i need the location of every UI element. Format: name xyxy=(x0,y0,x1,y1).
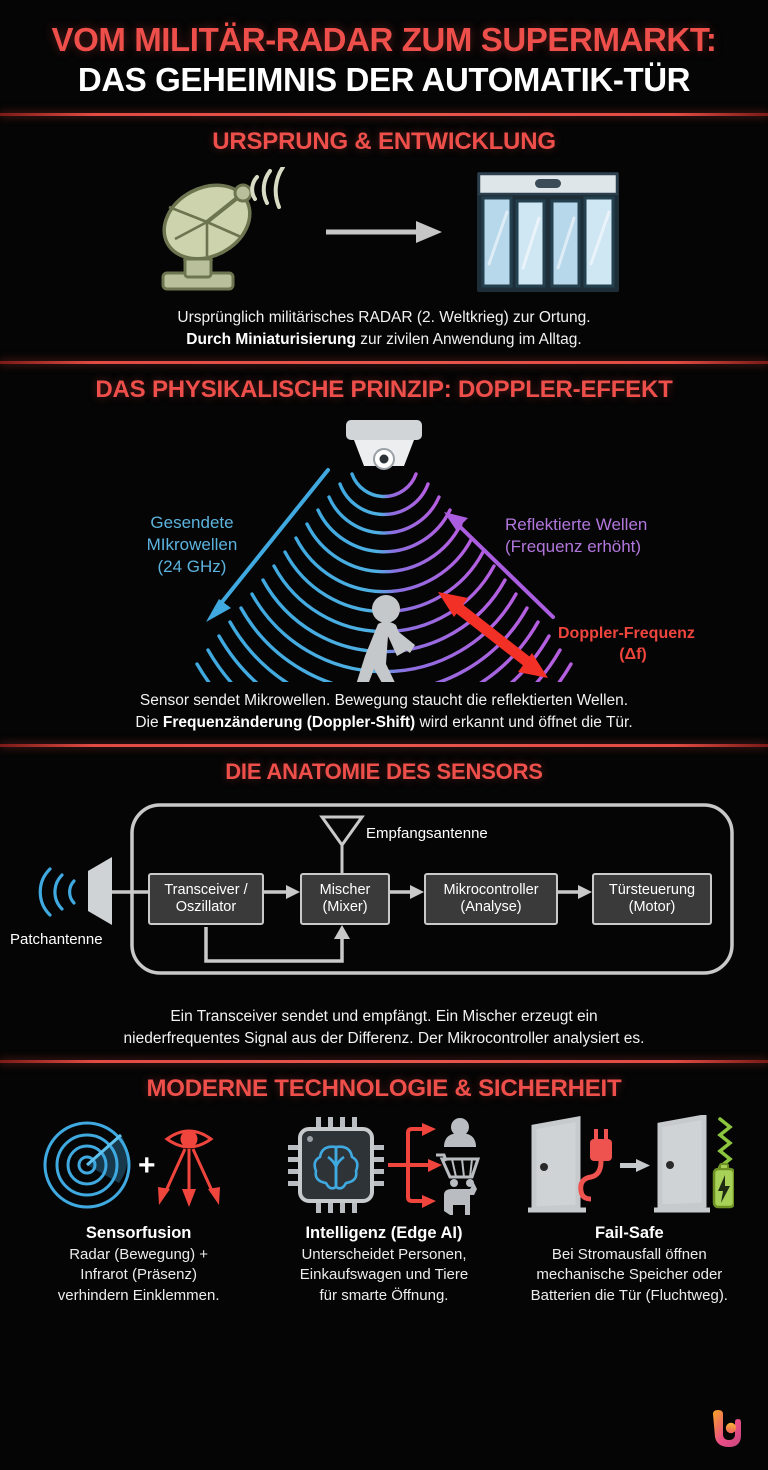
label-reflected-waves xyxy=(505,514,705,558)
card-failsafe-line2: mechanische Speicher oder xyxy=(536,1266,723,1284)
section-anatomy xyxy=(0,747,768,1060)
card-failsafe xyxy=(507,1115,752,1306)
block-transceiver xyxy=(148,873,264,925)
label-doppler-line1: Doppler-Frequenz xyxy=(558,625,695,643)
card-sensorfusion-line1: Radar (Bewegung) + xyxy=(69,1246,209,1264)
card-failsafe-text xyxy=(513,1245,746,1306)
ceiling-sensor-icon xyxy=(346,420,422,469)
block-mixer xyxy=(300,873,390,925)
block-mixer-line2: (Mixer) xyxy=(322,899,368,916)
section-origin-heading: URSPRUNG & ENTWICKLUNG xyxy=(212,128,556,156)
card-sensorfusion-text xyxy=(22,1245,255,1306)
card-edge-ai-text xyxy=(267,1245,500,1306)
label-emitted-line1: Gesendete xyxy=(150,513,234,533)
block-microcontroller xyxy=(424,873,558,925)
right-arrow-icon xyxy=(324,218,444,246)
card-sensorfusion-line3: verhindern Einklemmen. xyxy=(57,1286,220,1304)
doppler-caption-post: wird erkannt und öffnet die Tür. xyxy=(415,714,633,732)
block-transceiver-line1: Transceiver / xyxy=(164,881,248,898)
radar-plus-infrared-icon xyxy=(39,1117,239,1213)
title-line-1: VOM MILITÄR-RADAR ZUM SUPERMARKT: xyxy=(51,21,717,58)
label-reflected-line1: Reflektierte Wellen xyxy=(505,515,648,535)
doppler-caption-line1: Sensor sendet Mikrowellen. Bewegung staucht die reflektierten Wellen. xyxy=(139,692,629,710)
section-origin xyxy=(0,116,768,361)
card-edge-ai-line1: Unterscheidet Personen, xyxy=(301,1246,467,1264)
anatomy-caption xyxy=(0,1006,768,1050)
origin-caption-rest: zur zivilen Anwendung im Alltag. xyxy=(355,331,582,349)
card-edge-ai-line3: für smarte Öffnung. xyxy=(319,1286,449,1304)
label-doppler-line2: (Δf) xyxy=(619,646,647,664)
satellite-dish-icon xyxy=(145,167,295,297)
label-doppler-frequency xyxy=(558,624,748,666)
block-door-control-line2: (Motor) xyxy=(628,899,676,916)
card-failsafe-line1: Bei Stromausfall öffnen xyxy=(551,1246,707,1264)
section-doppler-heading: DAS PHYSIKALISCHE PRINZIP: DOPPLER-EFFEKT xyxy=(95,376,673,404)
section-modern-heading: MODERNE TECHNOLOGIE & SICHERHEIT xyxy=(146,1075,622,1103)
card-sensorfusion-line2: Infrarot (Präsenz) xyxy=(80,1266,197,1284)
card-sensorfusion-title: Sensorfusion xyxy=(85,1224,192,1243)
block-transceiver-line2: Oszillator xyxy=(175,899,237,916)
card-sensorfusion xyxy=(16,1115,261,1306)
card-failsafe-icon-wrap xyxy=(513,1115,746,1215)
card-failsafe-title: Fail-Safe xyxy=(594,1224,664,1243)
svg-text:+: + xyxy=(137,1149,156,1183)
modern-cards xyxy=(0,1111,768,1306)
card-sensorfusion-icon-wrap xyxy=(22,1115,255,1215)
origin-arrow-wrap xyxy=(319,218,449,246)
section-anatomy-heading: DIE ANATOMIE DES SENSORS xyxy=(225,759,543,785)
failsafe-door-battery-icon xyxy=(524,1115,734,1215)
automatic-sliding-door-icon xyxy=(473,168,623,296)
doppler-illustration xyxy=(0,412,768,682)
block-door-control-line1: Türsteuerung xyxy=(608,881,696,898)
origin-illustration-row xyxy=(0,164,768,299)
brand-logo-u-icon xyxy=(708,1410,742,1448)
block-microcontroller-line2: (Analyse) xyxy=(460,899,522,916)
anatomy-caption-line1: Ein Transceiver sendet und empfängt. Ein Mischer erzeugt ein xyxy=(170,1008,598,1026)
label-reflected-line2: (Frequenz erhöht) xyxy=(505,537,642,557)
block-mixer-line1: Mischer xyxy=(319,881,371,898)
card-edge-ai xyxy=(261,1115,506,1306)
label-emitted-waves xyxy=(122,512,262,578)
anatomy-caption-line2: niederfrequentes Signal aus der Differenz. Der Mikrocontroller analysiert es. xyxy=(123,1030,645,1048)
card-edge-ai-line2: Einkaufswagen und Tiere xyxy=(299,1266,469,1284)
origin-caption-line1: Ursprünglich militärisches RADAR (2. Weltkrieg) zur Ortung. xyxy=(177,309,591,327)
patch-antenna-label: Patchantenne xyxy=(10,931,103,949)
section-modern xyxy=(0,1063,768,1316)
ai-chip-classification-icon xyxy=(284,1115,484,1215)
card-failsafe-line3: Batterien die Tür (Fluchtweg). xyxy=(530,1286,728,1304)
doppler-caption-bold: Frequenzänderung (Doppler-Shift) xyxy=(162,714,416,732)
page-title xyxy=(0,0,768,113)
label-emitted-line3: (24 GHz) xyxy=(157,557,227,577)
antenna-label: Empfangsantenne xyxy=(366,825,488,843)
origin-caption-bold: Durch Miniaturisierung xyxy=(186,331,356,349)
title-line-2: DAS GEHEIMNIS DER AUTOMATIK-TÜR xyxy=(77,60,691,98)
label-emitted-line2: MIkrowellen xyxy=(146,535,238,555)
section-doppler xyxy=(0,364,768,744)
origin-caption xyxy=(0,307,768,351)
anatomy-diagram xyxy=(0,793,768,998)
card-edge-ai-title: Intelligenz (Edge AI) xyxy=(305,1224,463,1243)
doppler-caption xyxy=(0,690,768,734)
doppler-caption-pre: Die xyxy=(135,714,163,732)
block-door-control xyxy=(592,873,712,925)
card-edge-ai-icon-wrap xyxy=(267,1115,500,1215)
block-microcontroller-line1: Mikrocontroller xyxy=(443,881,539,898)
